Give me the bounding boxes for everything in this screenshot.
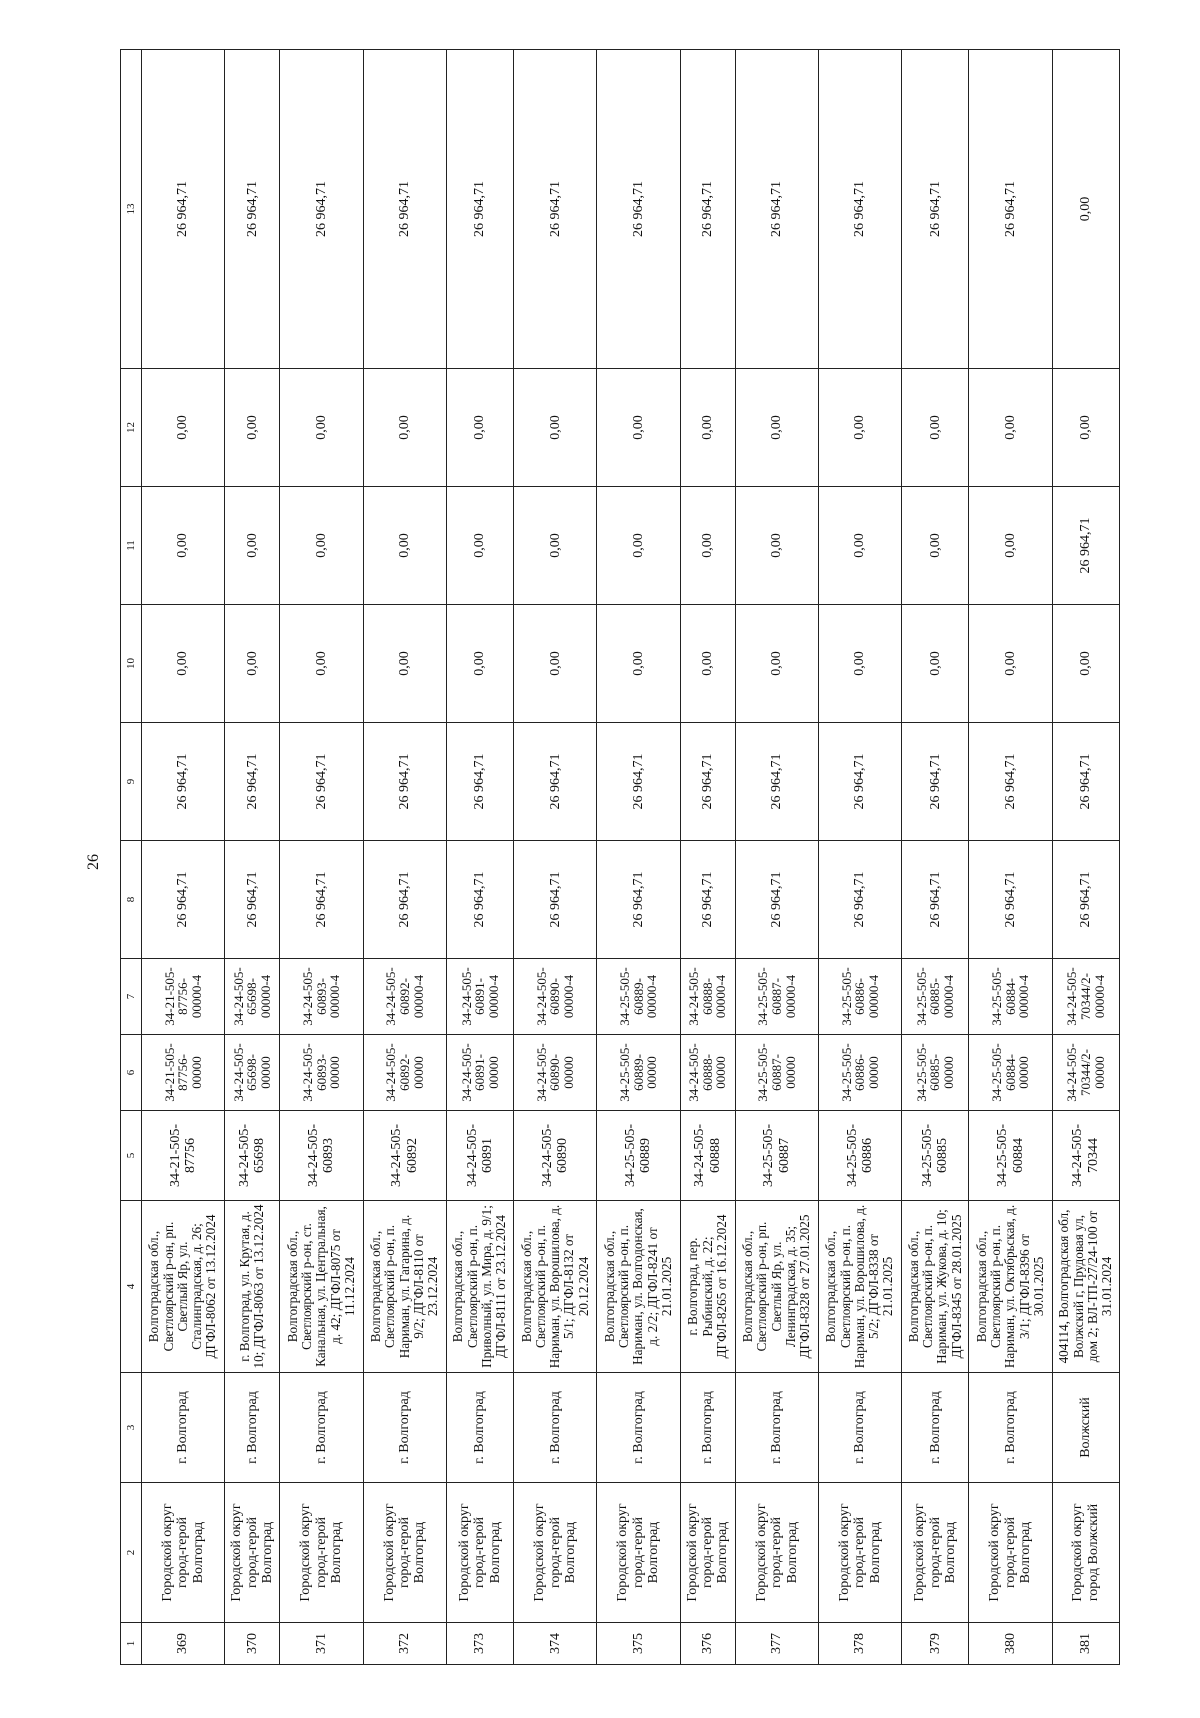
column-number-header: 8 bbox=[121, 841, 142, 959]
amount-cell: 0,00 bbox=[969, 369, 1052, 487]
municipality-cell: Городской округ город-герой Волгоград bbox=[735, 1483, 818, 1623]
amount-cell: 0,00 bbox=[514, 605, 597, 723]
settlement-cell: г. Волгоград bbox=[446, 1373, 513, 1483]
address-cell: Волгоградская обл., Светлоярский р-он, п. Приволный, ул. Мира, д. 9/1; ДГФЛ-8111 от 23.12.2024 bbox=[446, 1201, 513, 1373]
amount-cell: 26 964,71 bbox=[818, 723, 901, 841]
amount-cell: 26 964,71 bbox=[902, 50, 969, 369]
table-row bbox=[280, 50, 363, 1665]
amount-cell: 26 964,71 bbox=[735, 841, 818, 959]
amount-cell: 0,00 bbox=[446, 487, 513, 605]
amount-cell: 0,00 bbox=[363, 369, 446, 487]
amount-cell: 0,00 bbox=[902, 605, 969, 723]
amount-cell: 0,00 bbox=[735, 605, 818, 723]
code-cell: 34-21-505-87756 bbox=[142, 1111, 225, 1201]
code-full-cell: 34-24-505-60892-00000-4 bbox=[363, 959, 446, 1035]
table-body bbox=[142, 50, 1120, 1665]
amount-cell: 26 964,71 bbox=[597, 723, 680, 841]
code-cell: 34-25-505-60887 bbox=[735, 1111, 818, 1201]
amount-cell: 26 964,71 bbox=[735, 50, 818, 369]
column-number-row bbox=[121, 50, 142, 1665]
address-cell: 404114, Волгоградская обл, Волжский г, Прудовая ул, дом 2; ВЛ-ТП-27/24-100 от 31.01.2024 bbox=[1052, 1201, 1119, 1373]
code-ext-cell: 34-25-505-60886-00000 bbox=[818, 1035, 901, 1111]
table-row bbox=[680, 50, 735, 1665]
column-number-header: 6 bbox=[121, 1035, 142, 1111]
address-cell: Волгоградская обл., Светлоярский р-он, п. Нариман, ул. Ворошилова, д. 5/2; ДГФЛ-8338 от 21.01.2025 bbox=[818, 1201, 901, 1373]
address-cell: г. Волгоград, ул. Крутая, д. 10; ДГФЛ-8063 от 13.12.2024 bbox=[225, 1201, 280, 1373]
row-number-cell: 373 bbox=[446, 1623, 513, 1665]
table-row bbox=[142, 50, 225, 1665]
row-number-cell: 371 bbox=[280, 1623, 363, 1665]
municipality-cell: Городской округ город-герой Волгоград bbox=[680, 1483, 735, 1623]
table-row bbox=[446, 50, 513, 1665]
column-number-header: 3 bbox=[121, 1373, 142, 1483]
municipality-cell: Городской округ город-герой Волгоград bbox=[280, 1483, 363, 1623]
amount-cell: 0,00 bbox=[225, 605, 280, 723]
settlement-cell: г. Волгоград bbox=[142, 1373, 225, 1483]
amount-cell: 26 964,71 bbox=[902, 841, 969, 959]
code-full-cell: 34-21-505-87756-00000-4 bbox=[142, 959, 225, 1035]
amount-cell: 0,00 bbox=[818, 487, 901, 605]
settlement-cell: г. Волгоград bbox=[735, 1373, 818, 1483]
amount-cell: 0,00 bbox=[818, 605, 901, 723]
code-ext-cell: 34-24-505-60891-00000 bbox=[446, 1035, 513, 1111]
table-row bbox=[969, 50, 1052, 1665]
amount-cell: 0,00 bbox=[1052, 369, 1119, 487]
amount-cell: 0,00 bbox=[225, 369, 280, 487]
code-full-cell: 34-24-505-70344/2-00000-4 bbox=[1052, 959, 1119, 1035]
address-cell: Волгоградская обл., Светлоярский р-он, п. Нариман, ул. Гагарина, д. 9/2; ДГФЛ-8110 от 23.12.2024 bbox=[363, 1201, 446, 1373]
code-full-cell: 34-25-505-60884-00000-4 bbox=[969, 959, 1052, 1035]
data-table bbox=[120, 49, 1120, 1665]
amount-cell: 26 964,71 bbox=[446, 723, 513, 841]
municipality-cell: Городской округ город-герой Волгоград bbox=[446, 1483, 513, 1623]
amount-cell: 26 964,71 bbox=[1052, 487, 1119, 605]
code-full-cell: 34-25-505-60885-00000-4 bbox=[902, 959, 969, 1035]
settlement-cell: г. Волгоград bbox=[597, 1373, 680, 1483]
amount-cell: 26 964,71 bbox=[680, 50, 735, 369]
code-ext-cell: 34-21-505-87756-00000 bbox=[142, 1035, 225, 1111]
amount-cell: 0,00 bbox=[142, 605, 225, 723]
amount-cell: 26 964,71 bbox=[514, 50, 597, 369]
amount-cell: 0,00 bbox=[680, 605, 735, 723]
page-number: 26 bbox=[85, 854, 102, 870]
amount-cell: 26 964,71 bbox=[969, 841, 1052, 959]
settlement-cell: г. Волгоград bbox=[902, 1373, 969, 1483]
amount-cell: 0,00 bbox=[225, 487, 280, 605]
code-ext-cell: 34-24-505-60893-00000 bbox=[280, 1035, 363, 1111]
row-number-cell: 380 bbox=[969, 1623, 1052, 1665]
amount-cell: 0,00 bbox=[514, 369, 597, 487]
rotated-table-container bbox=[120, 50, 1120, 1665]
table-row bbox=[597, 50, 680, 1665]
code-ext-cell: 34-24-505-65698-00000 bbox=[225, 1035, 280, 1111]
settlement-cell: г. Волгоград bbox=[818, 1373, 901, 1483]
table-row bbox=[1052, 50, 1119, 1665]
settlement-cell: г. Волгоград bbox=[280, 1373, 363, 1483]
row-number-cell: 379 bbox=[902, 1623, 969, 1665]
amount-cell: 26 964,71 bbox=[225, 50, 280, 369]
settlement-cell: Волжский bbox=[1052, 1373, 1119, 1483]
municipality-cell: Городской округ город-герой Волгоград bbox=[818, 1483, 901, 1623]
table-row bbox=[735, 50, 818, 1665]
code-ext-cell: 34-25-505-60889-00000 bbox=[597, 1035, 680, 1111]
address-cell: Волгоградская обл., Светлоярский р-он, рп. Светлый Яр, ул. Ленинградская, д. 35; ДГФЛ-8328 от 27.01.2025 bbox=[735, 1201, 818, 1373]
address-cell: Волгоградская обл., Светлоярский р-он, п. Нариман, ул. Октябрьская, д. 3/1; ДГФЛ-8396 от 30.01.2025 bbox=[969, 1201, 1052, 1373]
code-full-cell: 34-25-505-60886-00000-4 bbox=[818, 959, 901, 1035]
municipality-cell: Городской округ город-герой Волгоград bbox=[969, 1483, 1052, 1623]
table-frame bbox=[120, 50, 1120, 1665]
code-cell: 34-25-505-60884 bbox=[969, 1111, 1052, 1201]
amount-cell: 0,00 bbox=[446, 605, 513, 723]
amount-cell: 26 964,71 bbox=[514, 841, 597, 959]
municipality-cell: Городской округ город-герой Волгоград bbox=[514, 1483, 597, 1623]
amount-cell: 26 964,71 bbox=[363, 50, 446, 369]
code-full-cell: 34-24-505-60890-00000-4 bbox=[514, 959, 597, 1035]
amount-cell: 0,00 bbox=[514, 487, 597, 605]
amount-cell: 26 964,71 bbox=[597, 841, 680, 959]
address-cell: г. Волгоград, пер. Рыбинский, д. 22; ДГФЛ-8265 от 16.12.2024 bbox=[680, 1201, 735, 1373]
column-number-header: 12 bbox=[121, 369, 142, 487]
code-cell: 34-24-505-60890 bbox=[514, 1111, 597, 1201]
amount-cell: 0,00 bbox=[142, 487, 225, 605]
amount-cell: 0,00 bbox=[735, 369, 818, 487]
row-number-cell: 375 bbox=[597, 1623, 680, 1665]
amount-cell: 0,00 bbox=[680, 369, 735, 487]
address-cell: Волгоградская обл., Светлоярский р-он, п. Нариман, ул. Волгодонская, д. 2/2; ДГФЛ-8241 от 21.01.2025 bbox=[597, 1201, 680, 1373]
settlement-cell: г. Волгоград bbox=[514, 1373, 597, 1483]
amount-cell: 26 964,71 bbox=[142, 50, 225, 369]
amount-cell: 0,00 bbox=[735, 487, 818, 605]
settlement-cell: г. Волгоград bbox=[680, 1373, 735, 1483]
amount-cell: 0,00 bbox=[902, 369, 969, 487]
row-number-cell: 378 bbox=[818, 1623, 901, 1665]
code-ext-cell: 34-25-505-60884-00000 bbox=[969, 1035, 1052, 1111]
row-number-cell: 369 bbox=[142, 1623, 225, 1665]
column-number-header: 11 bbox=[121, 487, 142, 605]
municipality-cell: Городской округ город-герой Волгоград bbox=[363, 1483, 446, 1623]
code-full-cell: 34-24-505-65698-00000-4 bbox=[225, 959, 280, 1035]
amount-cell: 0,00 bbox=[969, 487, 1052, 605]
amount-cell: 0,00 bbox=[969, 605, 1052, 723]
column-number-header: 7 bbox=[121, 959, 142, 1035]
row-number-cell: 374 bbox=[514, 1623, 597, 1665]
municipality-cell: Городской округ город Волжский bbox=[1052, 1483, 1119, 1623]
address-cell: Волгоградская обл., Светлоярский р-он, рп. Светлый Яр, ул. Сталинградская, д. 26; ДГФЛ-8062 от 13.12.2024 bbox=[142, 1201, 225, 1373]
amount-cell: 26 964,71 bbox=[280, 723, 363, 841]
code-cell: 34-25-505-60889 bbox=[597, 1111, 680, 1201]
amount-cell: 26 964,71 bbox=[597, 50, 680, 369]
table-row bbox=[902, 50, 969, 1665]
code-ext-cell: 34-24-505-60890-00000 bbox=[514, 1035, 597, 1111]
row-number-cell: 370 bbox=[225, 1623, 280, 1665]
code-full-cell: 34-24-505-60888-00000-4 bbox=[680, 959, 735, 1035]
amount-cell: 0,00 bbox=[280, 605, 363, 723]
table-row bbox=[514, 50, 597, 1665]
code-ext-cell: 34-25-505-60885-00000 bbox=[902, 1035, 969, 1111]
settlement-cell: г. Волгоград bbox=[969, 1373, 1052, 1483]
amount-cell: 26 964,71 bbox=[280, 50, 363, 369]
table-row bbox=[363, 50, 446, 1665]
amount-cell: 26 964,71 bbox=[969, 50, 1052, 369]
code-cell: 34-24-505-60891 bbox=[446, 1111, 513, 1201]
column-number-header: 5 bbox=[121, 1111, 142, 1201]
amount-cell: 26 964,71 bbox=[680, 841, 735, 959]
municipality-cell: Городской округ город-герой Волгоград bbox=[597, 1483, 680, 1623]
amount-cell: 0,00 bbox=[818, 369, 901, 487]
amount-cell: 26 964,71 bbox=[363, 723, 446, 841]
settlement-cell: г. Волгоград bbox=[225, 1373, 280, 1483]
code-ext-cell: 34-24-505-70344/2-00000 bbox=[1052, 1035, 1119, 1111]
amount-cell: 26 964,71 bbox=[142, 841, 225, 959]
amount-cell: 0,00 bbox=[363, 605, 446, 723]
column-number-header: 13 bbox=[121, 50, 142, 369]
amount-cell: 0,00 bbox=[1052, 605, 1119, 723]
address-cell: Волгоградская обл., Светлоярский р-он, п. Нариман, ул. Жукова, д. 10; ДГФЛ-8345 от 28.01.2025 bbox=[902, 1201, 969, 1373]
column-number-header: 2 bbox=[121, 1483, 142, 1623]
amount-cell: 26 964,71 bbox=[680, 723, 735, 841]
code-cell: 34-24-505-65698 bbox=[225, 1111, 280, 1201]
amount-cell: 26 964,71 bbox=[1052, 723, 1119, 841]
amount-cell: 26 964,71 bbox=[142, 723, 225, 841]
amount-cell: 26 964,71 bbox=[969, 723, 1052, 841]
code-ext-cell: 34-24-505-60892-00000 bbox=[363, 1035, 446, 1111]
code-cell: 34-25-505-60886 bbox=[818, 1111, 901, 1201]
amount-cell: 26 964,71 bbox=[225, 841, 280, 959]
column-number-header: 10 bbox=[121, 605, 142, 723]
amount-cell: 0,00 bbox=[1052, 50, 1119, 369]
amount-cell: 26 964,71 bbox=[735, 723, 818, 841]
code-cell: 34-24-505-70344 bbox=[1052, 1111, 1119, 1201]
municipality-cell: Городской округ город-герой Волгоград bbox=[902, 1483, 969, 1623]
row-number-cell: 372 bbox=[363, 1623, 446, 1665]
municipality-cell: Городской округ город-герой Волгоград bbox=[225, 1483, 280, 1623]
column-number-header: 9 bbox=[121, 723, 142, 841]
amount-cell: 0,00 bbox=[680, 487, 735, 605]
address-cell: Волгоградская обл., Светлоярский р-он, п. Нариман, ул. Ворошилова, д. 5/1; ДГФЛ-8132 от 20.12.2024 bbox=[514, 1201, 597, 1373]
code-cell: 34-24-505-60888 bbox=[680, 1111, 735, 1201]
code-full-cell: 34-24-505-60891-00000-4 bbox=[446, 959, 513, 1035]
column-number-header: 1 bbox=[121, 1623, 142, 1665]
table-row bbox=[818, 50, 901, 1665]
amount-cell: 0,00 bbox=[902, 487, 969, 605]
address-cell: Волгоградская обл., Светлоярский р-он, ст. Канальная, ул. Центральная, д. 42; ДГФЛ-8075 от 11.12.2024 bbox=[280, 1201, 363, 1373]
code-ext-cell: 34-25-505-60887-00000 bbox=[735, 1035, 818, 1111]
amount-cell: 0,00 bbox=[597, 487, 680, 605]
settlement-cell: г. Волгоград bbox=[363, 1373, 446, 1483]
amount-cell: 26 964,71 bbox=[363, 841, 446, 959]
row-number-cell: 377 bbox=[735, 1623, 818, 1665]
amount-cell: 26 964,71 bbox=[280, 841, 363, 959]
amount-cell: 26 964,71 bbox=[818, 841, 901, 959]
table-row bbox=[225, 50, 280, 1665]
amount-cell: 26 964,71 bbox=[514, 723, 597, 841]
amount-cell: 26 964,71 bbox=[446, 50, 513, 369]
amount-cell: 26 964,71 bbox=[818, 50, 901, 369]
amount-cell: 0,00 bbox=[280, 369, 363, 487]
code-full-cell: 34-25-505-60887-00000-4 bbox=[735, 959, 818, 1035]
code-ext-cell: 34-24-505-60888-00000 bbox=[680, 1035, 735, 1111]
amount-cell: 0,00 bbox=[363, 487, 446, 605]
code-full-cell: 34-24-505-60893-00000-4 bbox=[280, 959, 363, 1035]
row-number-cell: 381 bbox=[1052, 1623, 1119, 1665]
amount-cell: 26 964,71 bbox=[446, 841, 513, 959]
row-number-cell: 376 bbox=[680, 1623, 735, 1665]
code-cell: 34-24-505-60892 bbox=[363, 1111, 446, 1201]
amount-cell: 0,00 bbox=[280, 487, 363, 605]
amount-cell: 26 964,71 bbox=[902, 723, 969, 841]
code-cell: 34-24-505-60893 bbox=[280, 1111, 363, 1201]
amount-cell: 26 964,71 bbox=[1052, 841, 1119, 959]
amount-cell: 0,00 bbox=[597, 369, 680, 487]
amount-cell: 0,00 bbox=[597, 605, 680, 723]
code-cell: 34-25-505-60885 bbox=[902, 1111, 969, 1201]
amount-cell: 26 964,71 bbox=[225, 723, 280, 841]
column-number-header: 4 bbox=[121, 1201, 142, 1373]
amount-cell: 0,00 bbox=[446, 369, 513, 487]
amount-cell: 0,00 bbox=[142, 369, 225, 487]
municipality-cell: Городской округ город-герой Волгоград bbox=[142, 1483, 225, 1623]
code-full-cell: 34-25-505-60889-00000-4 bbox=[597, 959, 680, 1035]
